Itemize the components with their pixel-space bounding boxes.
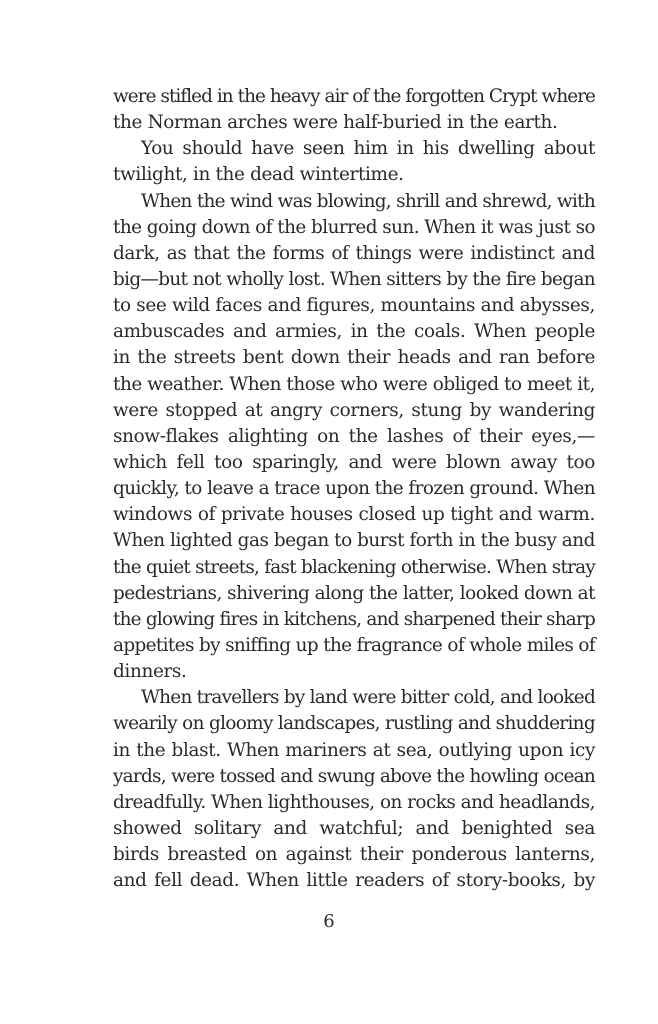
- page-number: 6: [323, 911, 335, 932]
- text-line: the going down of the blurred sun. When it was just so: [113, 216, 595, 238]
- text-line: were stifled in the heavy air of the forgotten Crypt where: [113, 86, 595, 107]
- text-line: and fell dead. When little readers of story-books, by: [113, 870, 595, 892]
- paragraph-1: [113, 84, 595, 136]
- text-line: When the wind was blowing, shrill and shrewd, with: [141, 190, 595, 212]
- text-line: windows of private houses closed up tight and warm.: [113, 504, 595, 526]
- text-line: When travellers by land were bitter cold, and looked: [141, 687, 595, 709]
- text-line: dreadfully. When lighthouses, on rocks and headlands,: [113, 791, 595, 813]
- text-line: pedestrians, shivering along the latter, looked down at: [113, 582, 595, 604]
- text-line: the weather. When those who were obliged to meet it,: [113, 373, 595, 395]
- text-line: dark, as that the forms of things were indistinct and: [113, 242, 595, 264]
- paragraph-4: [113, 685, 595, 894]
- text-line: ambuscades and armies, in the coals. When people: [113, 321, 595, 343]
- paragraph-2: [113, 136, 595, 188]
- text-line: the quiet streets, fast blackening otherwise. When stray: [113, 556, 595, 578]
- text-line: appetites by sniffing up the fragrance of whole miles of: [113, 634, 595, 656]
- paragraph-3: [113, 189, 595, 686]
- text-line: When lighted gas began to burst forth in the busy and: [113, 530, 595, 552]
- text-line: dinners.: [113, 661, 187, 683]
- page-body: [113, 84, 595, 894]
- text-line: which fell too sparingly, and were blown away too: [113, 451, 595, 473]
- text-line: quickly, to leave a trace upon the frozen ground. When: [113, 478, 595, 500]
- text-line: to see wild faces and figures, mountains and abysses,: [113, 295, 595, 317]
- text-line: in the streets bent down their heads and ran before: [113, 347, 595, 369]
- text-line: wearily on gloomy landscapes, rustling and shuddering: [113, 713, 595, 735]
- text-line: snow-flakes alighting on the lashes of their eyes,—: [113, 425, 595, 447]
- text-line: birds breasted on against their ponderous lanterns,: [113, 844, 595, 866]
- text-line: yards, were tossed and swung above the howling ocean: [113, 765, 595, 787]
- text-line: You should have seen him in his dwelling about: [141, 138, 595, 160]
- text-line: the Norman arches were half-buried in the earth.: [113, 112, 558, 134]
- text-line: the glowing fires in kitchens, and sharpened their sharp: [113, 608, 595, 630]
- text-line: showed solitary and watchful; and benighted sea: [113, 817, 595, 839]
- text-line: big—but not wholly lost. When sitters by the fire began: [113, 268, 595, 290]
- text-line: were stopped at angry corners, stung by wandering: [113, 399, 595, 421]
- text-line: twilight, in the dead wintertime.: [113, 164, 404, 186]
- text-line: in the blast. When mariners at sea, outlying upon icy: [113, 739, 595, 761]
